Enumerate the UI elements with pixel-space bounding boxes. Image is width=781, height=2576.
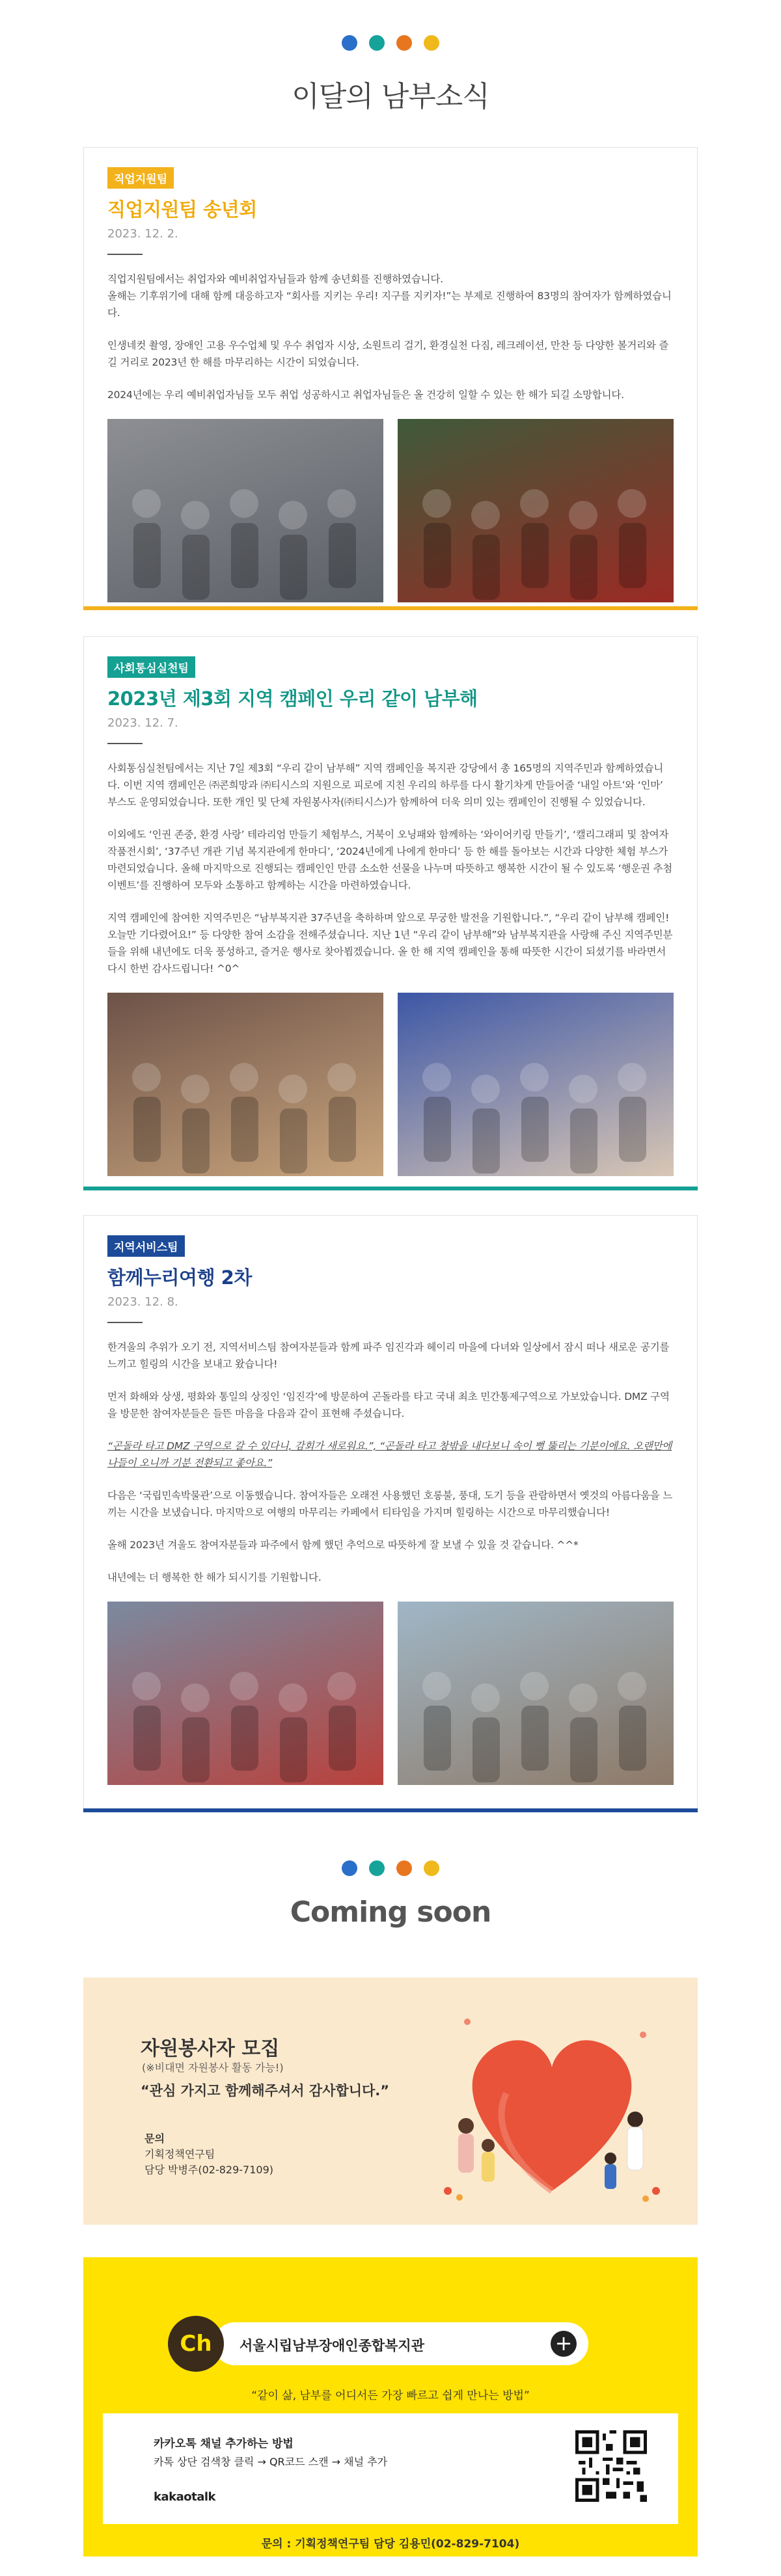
article-paragraph: 올해 2023년 겨울도 참여자분들과 파주에서 함께 했던 추억으로 따뜻하게 잘 보낼 수 있을 것 같습니다. ^^*	[107, 1539, 579, 1551]
article-paragraph: 사회통심실천팀에서는 지난 7일 제3회 “우리 같이 남부해” 지역 캠페인을 복지관 강당에서 총 165명의 지역주민과 함께하였습니다. 이번 지역 캠페인은 ㈜콘희망과 ㈜티시스의 지원으로 피로에 지친 우리의 하루를 다시 활기차게 만들어줄 ‘내일 아트’와 ‘인마’ 부스도 운영되었습니다. 또한 개인 및 단체 자원봉사자(㈜티시스)가 함께하여 더욱 의미 있는 캠페인이 진행될 수 있었습니다.	[107, 762, 664, 808]
page-title: 이달의 남부소식	[292, 80, 489, 113]
article-title: 2023년 제3회 지역 캠페인 우리 같이 남부해	[107, 688, 478, 710]
article-paragraph: 지역 캠페인에 참여한 지역주민은 “남부복지관 37주년을 축하하며 앞으로 무궁한 발전을 기원합니다.”, “우리 같이 남부해 캠페인! 오늘만 기다렸어요!” 등 다양한 참여 소감을 전해주셨습니다. 지난 1년 “우리 같이 남부해”와 남부복지관을 사랑해 주신 지역주민분들을 위해 내년에도 더욱 풍성하고, 즐거운 행사로 찾아뵙겠습니다. 올 한 해 지역 캠페인을 통해 따뜻한 시간이 되셨기를 바라면서 다시 한번 감사드립니다! ^0^	[107, 912, 673, 974]
kakao-channel-badge-icon: Ch	[168, 2316, 224, 2372]
divider	[107, 1322, 143, 1323]
kakao-contact-footer: 문의 : 기획정책연구팀 담당 김용민(02-829-7104)	[261, 2538, 520, 2551]
article-date: 2023. 12. 8.	[107, 1295, 178, 1309]
dot-decoration	[396, 35, 412, 51]
divider	[107, 254, 143, 255]
divider	[107, 743, 143, 744]
photo-row	[107, 993, 674, 1176]
article-paragraph: 내년에는 더 행복한 한 해가 되시기를 기원합니다.	[107, 1572, 322, 1583]
photo-row	[107, 1602, 674, 1785]
kakao-channel-bar[interactable]	[213, 2322, 588, 2365]
kakao-channel-banner	[83, 2257, 698, 2556]
article-date: 2023. 12. 2.	[107, 227, 178, 241]
volunteer-recruit-banner[interactable]	[83, 1978, 698, 2225]
article-paragraph: 2024년에는 우리 예비취업자님들 모두 취업 성공하시고 취업자님들은 올 건강히 일할 수 있는 한 해가 되길 소망합니다.	[107, 389, 624, 401]
article-paragraph: 먼저 화해와 상생, 평화와 통일의 상징인 ‘임진각’에 방문하여 곤돌라를 타고 국내 최초 민간통제구역으로 가보았습니다. DMZ 구역을 방문한 참여자분들은 들뜬 마음을 다음과 같이 표현해 주셨습니다.	[107, 1391, 670, 1419]
article-paragraph: 한겨울의 추위가 오기 전, 지역서비스팀 참여자분들과 함께 파주 임진각과 헤이리 마을에 다녀와 일상에서 잠시 떠나 새로운 공기를 느끼고 힐링의 시간을 보내고 왔습니다!	[107, 1341, 670, 1370]
coming-soon-title: Coming soon	[290, 1896, 491, 1929]
photo-image-icon	[107, 419, 383, 602]
contact-team: 기획정책연구팀	[144, 2148, 215, 2160]
volunteer-quote: “관심 가지고 함께해주셔서 감사합니다.”	[141, 2083, 390, 2099]
volunteer-contact	[144, 2131, 273, 2178]
photo-image-icon	[398, 419, 674, 602]
event-photo[interactable]	[107, 419, 383, 602]
volunteer-title: 자원봉사자 모집	[141, 2037, 280, 2060]
dot-decoration	[369, 1860, 385, 1876]
contact-person: 담당 박병주(02-829-7109)	[144, 2164, 274, 2176]
header-dots	[0, 35, 781, 51]
article-paragraph: 직업지원팀에서는 취업자와 예비취업자님들과 함께 송년회를 진행하였습니다. 올해는 기후위기에 대해 함께 대응하고자 “회사를 지키는 우리! 지구를 지키자!”는 부제로 진행하여 83명의 참여자가 함께하였습니다.	[107, 273, 672, 319]
article-paragraph: “곤돌라 타고 DMZ 구역으로 갈 수 있다니, 감회가 새로워요.”, “곤돌라 타고 창밖을 내다보니 속이 뻥 뚫리는 기분이에요. 오랜만에 나들이 오니까 기분 전환되고 좋아요.”	[107, 1440, 672, 1469]
dot-decoration	[342, 35, 357, 51]
card-accent-bar	[83, 1808, 698, 1812]
article-date: 2023. 12. 7.	[107, 716, 178, 730]
coming-soon-dots	[0, 1860, 781, 1876]
article-paragraph: 이외에도 ‘인권 존중, 환경 사랑’ 테라리엄 만들기 체험부스, 거북이 오닝패와 함께하는 ‘와이어키링 만들기’, ‘캘리그래피 및 참여자 작품전시회’, ‘37주년 개관 기념 복지관에게 한마디’, ‘2024년에게 나에게 한마디’ 등 한 해를 돌아보는 시간과 다양한 체험 부스가 마련되었습니다. 올해 마지막으로 진행되는 캠페인인 만큼 소소한 선물을 나누며 따뜻하고 행복한 시간이 될 수 있도록 ‘행운권 추첨 이벤트’를 진행하여 모두와 소통하고 함께하는 시간을 마련하였습니다.	[107, 829, 673, 891]
dot-decoration	[369, 35, 385, 51]
team-tag: 사회통심실천팀	[107, 656, 195, 678]
photo-image-icon	[107, 1602, 383, 1785]
news-article-card	[83, 1215, 698, 1812]
kakaotalk-logo: kakaotalk	[154, 2490, 215, 2504]
dot-decoration	[396, 1860, 412, 1876]
news-article-card	[83, 636, 698, 1190]
news-article-card	[83, 147, 698, 610]
add-channel-plus-icon[interactable]: +	[551, 2331, 577, 2357]
article-paragraph: 다음은 ‘국립민속박물관’으로 이동했습니다. 참여자들은 오래전 사용했던 호롱불, 풍대, 도기 등을 관람하면서 옛것의 아름다움을 느끼는 시간을 보냈습니다. 마지막으로 여행의 마무리는 카페에서 티타임을 가지며 힐링하는 시간으로 마무리했습니다!	[107, 1490, 673, 1518]
card-accent-bar	[83, 606, 698, 610]
photo-row	[107, 419, 674, 602]
photo-image-icon	[398, 1602, 674, 1785]
team-tag: 지역서비스팀	[107, 1235, 185, 1257]
photo-image-icon	[107, 993, 383, 1176]
event-photo[interactable]	[107, 1602, 383, 1785]
kakao-channel-name: 서울시립남부장애인종합복지관	[240, 2338, 425, 2354]
card-accent-bar	[83, 1187, 698, 1190]
dot-decoration	[424, 35, 439, 51]
volunteer-subtitle: (※비대면 자원봉사 활동 가능!)	[142, 2061, 284, 2074]
article-title: 함께누리여행 2차	[107, 1267, 252, 1289]
contact-label: 문의	[144, 2132, 165, 2145]
article-paragraph: 인생네컷 촬영, 장애인 고용 우수업체 및 우수 취업자 시상, 소원트리 걸기, 환경실천 다짐, 레크레이션, 만찬 등 다양한 볼거리와 즐길 거리로 2023년 한 해를 마무리하는 시간이 되었습니다.	[107, 340, 669, 368]
kakao-slogan: “같이 삶, 남부를 어디서든 가장 빠르고 쉽게 만나는 방법”	[251, 2389, 530, 2402]
team-tag: 직업지원팀	[107, 167, 174, 189]
heart-illustration-icon	[428, 1996, 676, 2210]
kakao-guide-card	[103, 2413, 678, 2524]
event-photo[interactable]	[107, 993, 383, 1176]
dot-decoration	[342, 1860, 357, 1876]
qr-code-icon[interactable]	[575, 2430, 647, 2502]
dot-decoration	[424, 1860, 439, 1876]
event-photo[interactable]	[398, 419, 674, 602]
kakao-guide-steps: 카톡 상단 검색창 클릭 → QR코드 스캔 → 채널 추가	[154, 2456, 388, 2468]
event-photo[interactable]	[398, 1602, 674, 1785]
article-title: 직업지원팀 송년회	[107, 198, 257, 221]
photo-image-icon	[398, 993, 674, 1176]
event-photo[interactable]	[398, 993, 674, 1176]
kakao-guide-title: 카카오톡 채널 추가하는 방법	[154, 2437, 294, 2450]
